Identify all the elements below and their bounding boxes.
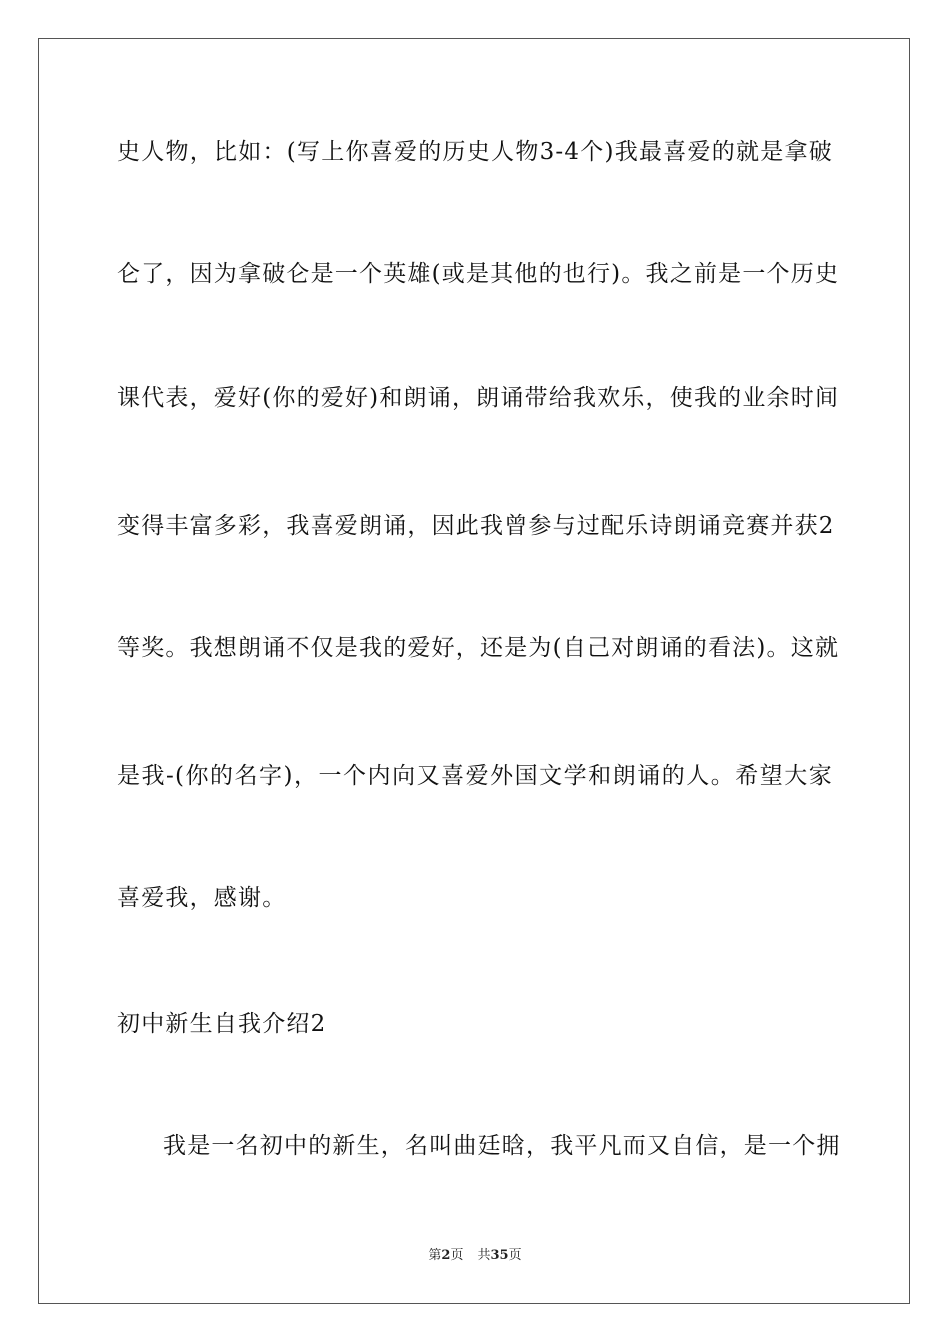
body-line-1: 史人物，比如：(写上你喜爱的历史人物3-4个)我最喜爱的就是拿破 (117, 139, 833, 165)
footer-page-suffix: 页 (450, 1248, 464, 1263)
paragraph-first-line: 我是一名初中的新生，名叫曲廷晗，我平凡而又自信，是一个拥 (163, 1133, 841, 1159)
body-line-7: 喜爱我，感谢。 (117, 885, 287, 911)
body-line-2: 仑了，因为拿破仑是一个英雄(或是其他的也行)。我之前是一个历史 (117, 261, 840, 287)
body-line-4: 变得丰富多彩，我喜爱朗诵，因此我曾参与过配乐诗朗诵竞赛并获2 (117, 513, 835, 539)
footer-total-suffix: 页 (508, 1248, 522, 1263)
footer-page-number: 2 (441, 1248, 451, 1263)
body-line-5: 等奖。我想朗诵不仅是我的爱好，还是为(自己对朗诵的看法)。这就 (117, 635, 840, 661)
section-heading: 初中新生自我介绍2 (117, 1011, 327, 1037)
page-border (38, 38, 910, 1304)
body-line-3: 课代表，爱好(你的爱好)和朗诵，朗诵带给我欢乐，使我的业余时间 (117, 385, 840, 411)
body-line-6: 是我-(你的名字)，一个内向又喜爱外国文学和朗诵的人。希望大家 (117, 763, 833, 789)
footer-total-pages: 35 (490, 1248, 509, 1263)
footer-page-prefix: 第 (428, 1248, 442, 1263)
page-footer (0, 1246, 950, 1266)
footer-total-prefix: 共 (477, 1248, 491, 1263)
